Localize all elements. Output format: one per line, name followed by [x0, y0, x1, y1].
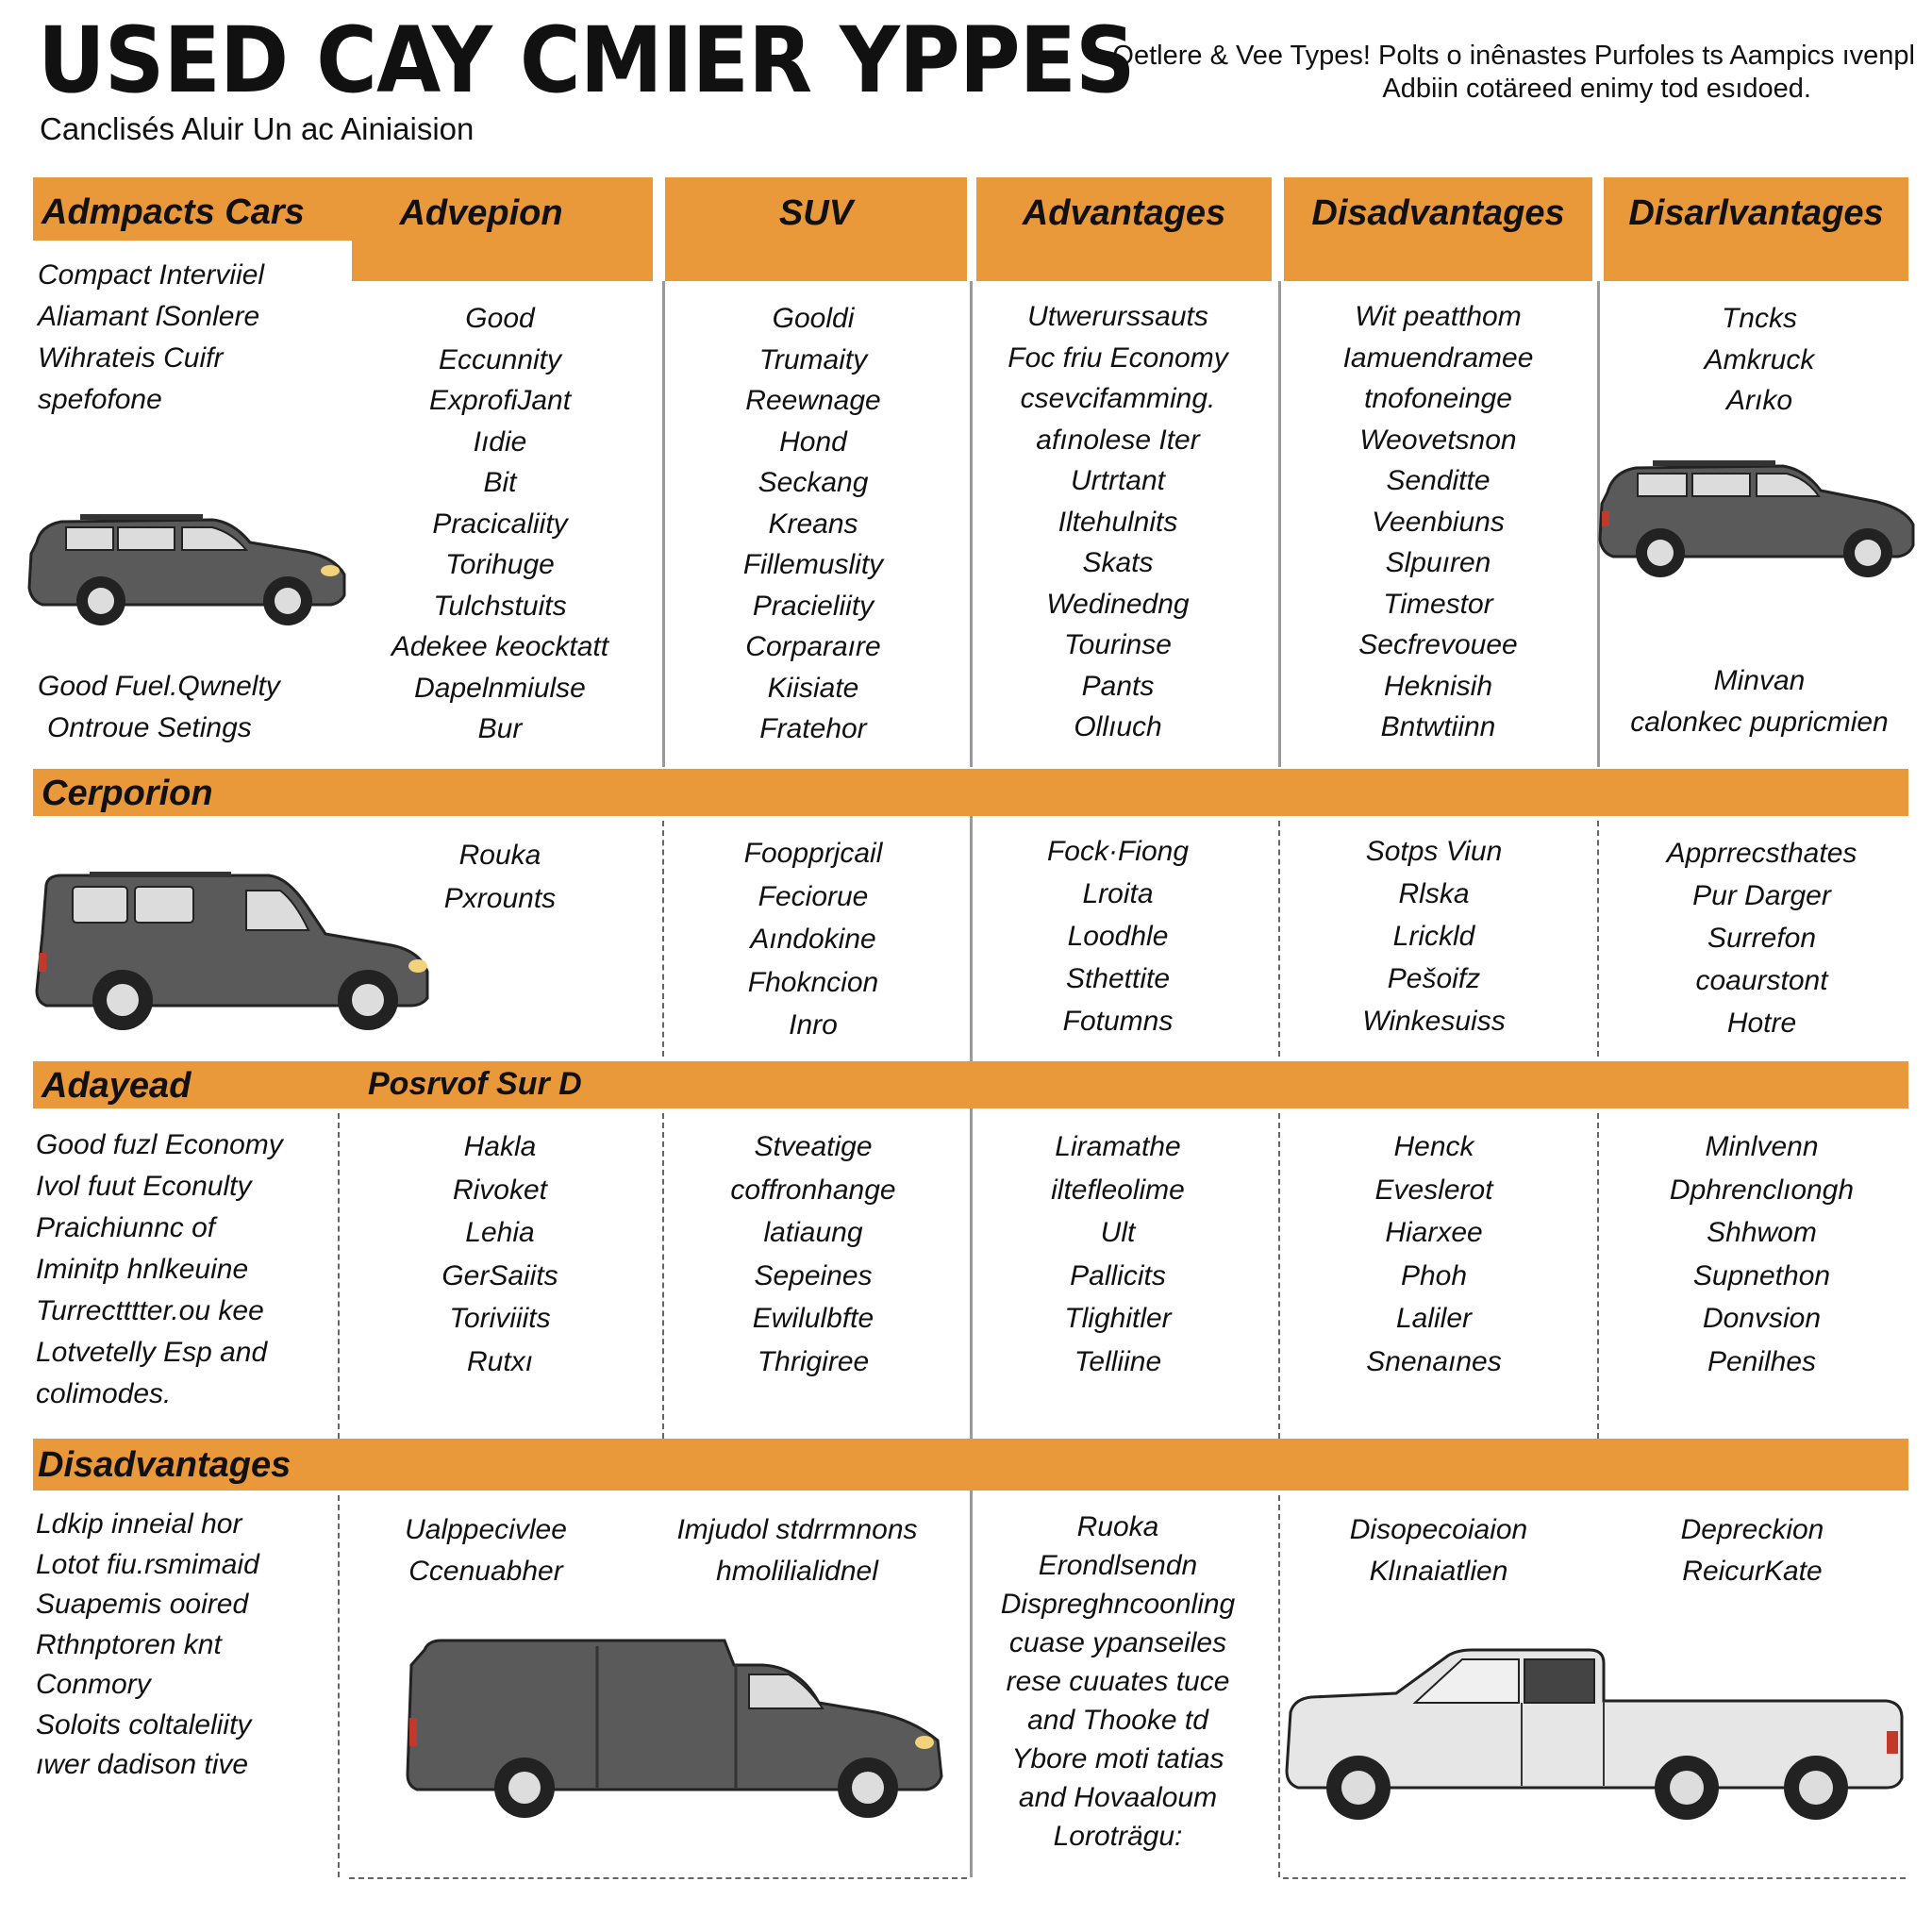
list-item: Conmory — [36, 1669, 151, 1700]
section-bar — [33, 769, 1908, 816]
list-item: Dphrenclıongh — [1669, 1174, 1855, 1206]
list-item: Rthnptoren knt — [36, 1628, 222, 1660]
section-subtitle: Posrvof Sur D — [368, 1066, 582, 1102]
list-item: Tncks — [1721, 303, 1797, 334]
divider — [970, 1108, 973, 1439]
section2-col-advepion — [363, 834, 637, 921]
section3-left — [36, 1124, 283, 1415]
list-item: Lehia — [465, 1217, 535, 1248]
section2-col-disarlvantages — [1613, 832, 1910, 1044]
header-description — [981, 40, 1915, 106]
list-item: Ualppecivlee — [405, 1514, 567, 1545]
section-bar — [33, 1061, 1908, 1108]
list-item: iltefleolime — [1051, 1174, 1185, 1206]
list-item: ExprofiJant — [428, 385, 572, 416]
divider — [970, 281, 973, 767]
list-item: Ewilulbfte — [752, 1303, 874, 1334]
list-item: Fratehor — [759, 713, 867, 744]
list-item: tnofoneinge — [1364, 383, 1512, 414]
list-item: Klınaiatlien — [1369, 1555, 1508, 1587]
list-item: latiaung — [763, 1217, 863, 1248]
section4-col-advepion — [349, 1509, 623, 1591]
list-item: Good Fuel.Qwnelty — [38, 671, 280, 702]
divider — [662, 1113, 664, 1439]
list-item: Depreckion — [1680, 1514, 1824, 1545]
list-item: Foopprjcail — [743, 838, 883, 869]
list-item: Slpuıren — [1385, 547, 1491, 578]
list-item: Secfrevouee — [1358, 629, 1518, 660]
column-header-disarlvantages: Disarlvantages — [1628, 193, 1884, 233]
list-item: Soloits coltaleliity — [36, 1708, 252, 1740]
list-item: Sotps Viun — [1365, 836, 1503, 867]
pickup-truck-icon — [1283, 1646, 1910, 1825]
list-item: Lotvetelly Esp and — [36, 1337, 268, 1368]
list-item: Amkruck — [1704, 343, 1815, 375]
header-description-line2: Adbiin cotäreed enimy tod esıdoed. — [1382, 74, 1811, 104]
section1-col-advantages — [976, 296, 1259, 748]
list-item: Hakla — [463, 1131, 537, 1162]
list-item: Good fuzl Economy — [36, 1129, 283, 1160]
list-item: Senditte — [1386, 465, 1491, 496]
list-item: Wit peatthom — [1355, 301, 1522, 332]
list-item: csevcifamming. — [1020, 383, 1216, 414]
suv-icon — [1594, 443, 1920, 585]
list-item: Lotot fiu.rsmimaid — [36, 1548, 259, 1580]
section3-col-disadvantages — [1288, 1125, 1580, 1383]
list-item: Iıdie — [473, 425, 527, 458]
list-item: Arıko — [1725, 385, 1793, 416]
list-item: ReicurKate — [1682, 1555, 1823, 1587]
list-item: Hotre — [1726, 1008, 1797, 1039]
section2-col-advantages — [976, 830, 1259, 1042]
list-item: Turrectttter.ou kee — [36, 1295, 264, 1326]
list-item: Gooldi — [772, 303, 855, 334]
list-item: Fillemuslity — [742, 549, 884, 580]
list-item: Apprrecsthates — [1666, 838, 1857, 869]
section-title: Cerporion — [42, 774, 213, 813]
list-item: ıwer dadison tive — [36, 1749, 249, 1780]
list-item: Adekee keocktatt — [391, 631, 609, 662]
divider — [1597, 1113, 1599, 1439]
list-item: Toriviiits — [449, 1303, 551, 1334]
list-item: Aındokine — [750, 924, 876, 955]
list-item: Ldkip inneial hor — [36, 1508, 242, 1540]
list-item: Laliler — [1395, 1303, 1473, 1334]
list-item: Tulchstuits — [433, 590, 567, 622]
list-item: Rutxı — [466, 1345, 534, 1377]
divider — [1278, 821, 1280, 1057]
list-item: Foc friu Economy — [1008, 341, 1228, 374]
list-item: Torihuge — [445, 549, 555, 580]
section1-col-suv — [672, 298, 955, 750]
list-item: Snenaınes — [1366, 1345, 1502, 1377]
section1-col-disarlvantages-top — [1613, 298, 1906, 422]
list-item: Ccenuabher — [408, 1555, 563, 1587]
divider — [970, 816, 973, 1061]
list-item: Minlvenn — [1705, 1131, 1819, 1162]
list-item: Veenbiuns — [1372, 506, 1505, 538]
list-item: Fhokncion — [747, 966, 879, 998]
list-item: Fock·Fiong — [1046, 836, 1190, 867]
divider — [970, 1491, 973, 1877]
list-item: GerSaiits — [441, 1259, 558, 1291]
list-item: Timestor — [1383, 588, 1493, 620]
divider — [1283, 1877, 1906, 1879]
header-description-line1: Oetlere & Vee Types! Polts o inênastes Purfoles ts Aampics ıvenpl — [1112, 41, 1915, 71]
list-item: Shhwom — [1707, 1217, 1817, 1248]
section-bar — [33, 1439, 1908, 1491]
list-item: Seckang — [758, 467, 869, 498]
list-item: Heknisih — [1383, 670, 1493, 702]
list-item: Ult — [1100, 1217, 1136, 1248]
list-item: Liramathe — [1055, 1131, 1181, 1162]
list-item: Bur — [477, 713, 523, 744]
list-item: Feciorue — [758, 880, 869, 912]
divider — [662, 281, 665, 767]
list-item: Iamuendramee — [1342, 341, 1534, 374]
list-item: Aliamant ſSonlere — [38, 301, 260, 332]
section4-col-disadvantages — [1288, 1509, 1590, 1591]
divider — [1597, 821, 1599, 1057]
list-item: Urtrtant — [1070, 465, 1166, 496]
section3-col-disarlvantages — [1613, 1125, 1910, 1383]
list-item: Tlighitler — [1064, 1303, 1172, 1334]
list-item: Ivol fuut Econulty — [36, 1171, 252, 1202]
list-item: Eveslerot — [1374, 1174, 1493, 1206]
section2-col-suv — [672, 832, 955, 1047]
list-item: Penilhes — [1707, 1345, 1817, 1377]
section1-left-top — [38, 255, 264, 421]
list-item: Suapemis ooired — [36, 1589, 249, 1620]
list-item: rese cuuates tuce — [1006, 1666, 1230, 1697]
list-item: Ruoka — [1076, 1511, 1159, 1542]
cargo-van-icon — [404, 1637, 946, 1825]
list-item: Hiarxee — [1385, 1217, 1483, 1248]
section1-left-bottom — [38, 666, 280, 749]
list-item: colimodes. — [36, 1378, 172, 1409]
divider — [1278, 281, 1281, 767]
section3-col-suv — [672, 1125, 955, 1383]
section1-col-disadvantages — [1294, 296, 1582, 748]
page-title: USED CAY CMIER YPPES — [38, 8, 1135, 113]
list-item: Wihrateis Cuifr — [38, 342, 224, 374]
list-item: Wedinedng — [1046, 588, 1190, 620]
list-item: Pešoifz — [1387, 963, 1481, 994]
list-item: Pallicits — [1070, 1259, 1166, 1291]
section3-col-advepion — [363, 1125, 637, 1383]
list-item: Disopecoiaion — [1349, 1514, 1528, 1545]
list-item: Pxrounts — [443, 883, 557, 914]
section4-col-suv — [641, 1509, 953, 1591]
section3-col-advantages — [976, 1125, 1259, 1383]
list-item: Iminitp hnlkeuine — [36, 1254, 249, 1285]
divider — [349, 1877, 967, 1879]
list-item: Rivoket — [452, 1174, 548, 1206]
list-item: Surrefon — [1707, 923, 1817, 954]
list-item: Thrigiree — [757, 1345, 870, 1377]
list-item: Sepeines — [754, 1259, 873, 1291]
divider — [338, 1113, 340, 1439]
list-item: coaurstont — [1695, 965, 1828, 996]
divider — [1278, 1113, 1280, 1439]
list-item: Praichiunnc of — [36, 1212, 216, 1243]
column-header-advantages: Advantages — [1022, 193, 1226, 233]
column-header-disadvantages: Disadvantages — [1311, 193, 1565, 233]
list-item: Pracicaliity — [432, 508, 568, 540]
list-item: Hond — [779, 425, 847, 458]
list-item: Erondlsendn — [1038, 1550, 1198, 1581]
column-header-compact-cars: Admpacts Cars — [42, 192, 305, 232]
section2-col-disadvantages — [1288, 830, 1580, 1042]
list-item: and Thooke td — [1027, 1705, 1208, 1736]
list-item: Lroita — [1082, 878, 1154, 909]
list-item: spefofone — [38, 384, 162, 415]
divider — [338, 1495, 340, 1877]
section-title: Disadvantages — [38, 1445, 291, 1485]
section1-col-advepion — [363, 298, 637, 750]
list-item: Trumaity — [758, 343, 868, 375]
list-item: Dispreghncoonling — [1000, 1589, 1236, 1620]
section4-col-advantages — [976, 1507, 1259, 1856]
list-item: calonkec pupricmien — [1630, 706, 1889, 738]
list-item: and Hovaaloum — [1018, 1782, 1218, 1813]
list-item: Pur Darger — [1692, 880, 1831, 911]
list-item: Stveatige — [754, 1131, 873, 1162]
list-item: Donvsion — [1702, 1303, 1822, 1334]
list-item: afınolese Iter — [1036, 424, 1200, 456]
list-item: Kreans — [768, 508, 858, 540]
divider — [1278, 1495, 1280, 1877]
list-item: Reewnage — [745, 385, 881, 416]
suv-icon — [24, 495, 349, 627]
list-item: Utwerurssauts — [1027, 301, 1208, 332]
column-header-advepion: Advepion — [399, 193, 563, 233]
list-item: Telliine — [1074, 1345, 1162, 1377]
list-item: Bntwtiinn — [1380, 711, 1496, 742]
divider — [662, 821, 664, 1057]
list-item: Phoh — [1400, 1259, 1468, 1291]
list-item: cuase ypanseiles — [1008, 1627, 1227, 1658]
list-item: Corparaıre — [745, 631, 881, 662]
list-item: hmolilialidnel — [716, 1555, 878, 1587]
column-header-suv: SUV — [778, 193, 854, 233]
section4-left — [36, 1505, 259, 1786]
list-item: Ollıuch — [1074, 711, 1162, 742]
list-item: Pracieliity — [752, 590, 874, 622]
list-item: Lrickld — [1392, 921, 1475, 952]
list-item: Loodhle — [1067, 921, 1169, 952]
list-item: Ybore moti tatias — [1011, 1743, 1224, 1774]
list-item: Iltehulnits — [1058, 506, 1178, 538]
page-subtitle: Canclisés Aluir Un ac Ainiaision — [40, 111, 475, 146]
list-item: Bit — [483, 467, 517, 498]
list-item: Henck — [1393, 1131, 1474, 1162]
list-item: Pants — [1081, 670, 1155, 702]
list-item: Loroträgu: — [1053, 1821, 1183, 1852]
list-item: Minvan — [1713, 665, 1806, 696]
list-item: Imjudol stdrrmnons — [676, 1514, 918, 1545]
section-title: Adayead — [42, 1066, 192, 1106]
list-item: Supnethon — [1692, 1259, 1831, 1291]
list-item: Inro — [789, 1009, 838, 1041]
list-item: Compact Interviiel — [38, 259, 265, 291]
list-item: Kiisiate — [767, 672, 859, 704]
list-item: Eccunnity — [438, 343, 562, 375]
list-item: Skats — [1082, 547, 1154, 578]
list-item: Dapelnmiulse — [414, 672, 586, 704]
list-item: coffronhange — [730, 1174, 896, 1206]
list-item: Sthettite — [1065, 963, 1171, 994]
list-item: Fotumns — [1062, 1006, 1174, 1037]
section4-col-disarlvantages — [1604, 1509, 1901, 1591]
section1-col-disarlvantages-bottom — [1604, 660, 1915, 742]
list-item: Ontroue Setings — [47, 712, 252, 743]
list-item: Good — [465, 303, 535, 334]
list-item: Tourinse — [1064, 629, 1172, 660]
list-item: Winkesuiss — [1362, 1006, 1506, 1037]
list-item: Rlska — [1398, 878, 1470, 909]
list-item: Weovetsnon — [1359, 424, 1517, 456]
list-item: Rouka — [458, 840, 541, 871]
